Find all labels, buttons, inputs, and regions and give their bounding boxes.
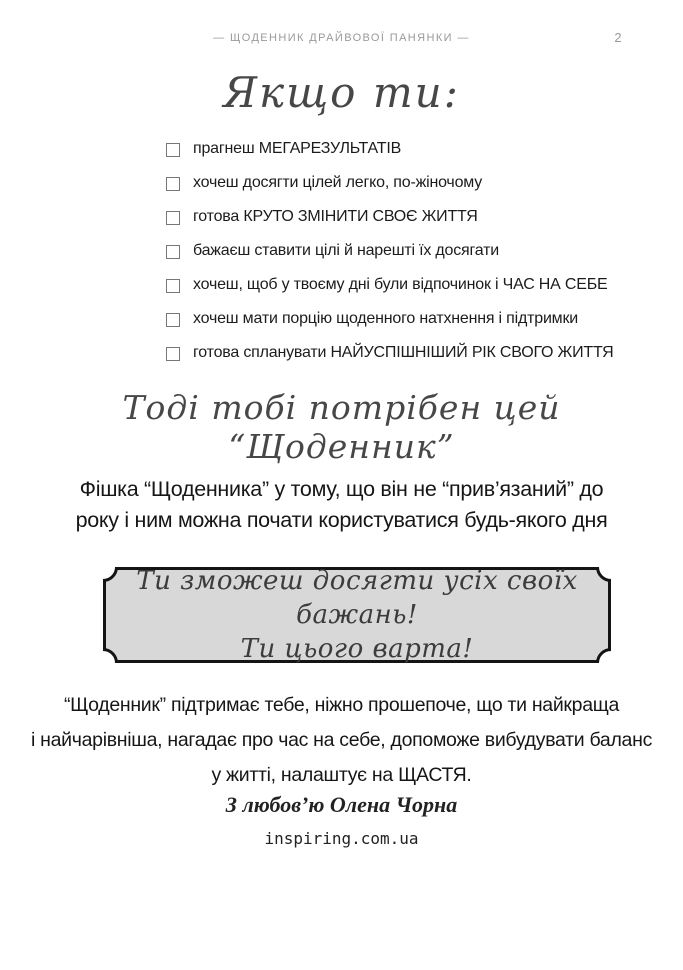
support-paragraph-line: “Щоденник” підтримає тебе, ніжно прошепоче, що ти найкраща [63, 694, 620, 716]
intro-script-heading: Якщо ти: [223, 68, 460, 117]
affirmation-line: Ти зможеш досягти усіх своїх бажань! [136, 567, 578, 630]
checklist-item [166, 208, 626, 229]
checkbox-icon[interactable] [166, 143, 180, 157]
checkbox-icon[interactable] [166, 347, 180, 361]
checklist-item-label: хочеш, щоб у твоєму дні були відпочинок і ЧАС НА СЕБЕ [193, 276, 608, 293]
checklist [166, 140, 626, 378]
website-link[interactable]: inspiring.com.ua [264, 829, 419, 848]
feature-paragraph [30, 474, 653, 536]
running-header: — ЩОДЕННИК ДРАЙВОВОЇ ПАНЯНКИ — [213, 32, 470, 44]
checklist-item [166, 140, 626, 161]
support-paragraph-line: у житті, налаштує на ЩАСТЯ. [211, 764, 472, 786]
checkbox-icon[interactable] [166, 177, 180, 191]
conclusion-script-heading: Тоді тобі потрібен цей “Щоденник” [122, 388, 561, 466]
support-paragraph-line: і найчарівніша, нагадає про час на себе, допоможе вибудувати баланс [30, 729, 653, 751]
checkbox-icon[interactable] [166, 279, 180, 293]
checklist-item-label: хочеш досягти цілей легко, по-жіночому [193, 174, 483, 191]
checklist-item [166, 310, 626, 331]
checklist-item-label: хочеш мати порцію щоденного натхнення і підтримки [193, 310, 579, 327]
checklist-item [166, 344, 626, 365]
support-paragraph [30, 688, 653, 793]
checklist-item [166, 242, 626, 263]
affirmation-text [103, 567, 611, 663]
feature-paragraph-line: року і ним можна почати користуватися будь-якого дня [75, 508, 608, 532]
checklist-item [166, 174, 626, 195]
checklist-item-label: прагнеш МЕГАРЕЗУЛЬТАТІВ [193, 140, 402, 157]
checkbox-icon[interactable] [166, 245, 180, 259]
checklist-item-label: бажаєш ставити цілі й нарешті їх досягати [193, 242, 499, 259]
checklist-item-label: готова КРУТО ЗМІНИТИ СВОЄ ЖИТТЯ [193, 208, 478, 225]
affirmation-plaque [103, 567, 611, 663]
checkbox-icon[interactable] [166, 313, 180, 327]
checkbox-icon[interactable] [166, 211, 180, 225]
checklist-item-label: готова спланувати НАЙУСПІШНІШИЙ РІК СВОГО ЖИТТЯ [193, 344, 614, 361]
affirmation-line: Ти цього варта! [240, 634, 474, 663]
checklist-item [166, 276, 626, 297]
feature-paragraph-line: Фішка “Щоденника” у тому, що він не “прив’язаний” до [79, 477, 604, 501]
author-signature: З любов’ю Олена Чорна [225, 792, 458, 817]
page-number: 2 [614, 30, 622, 45]
